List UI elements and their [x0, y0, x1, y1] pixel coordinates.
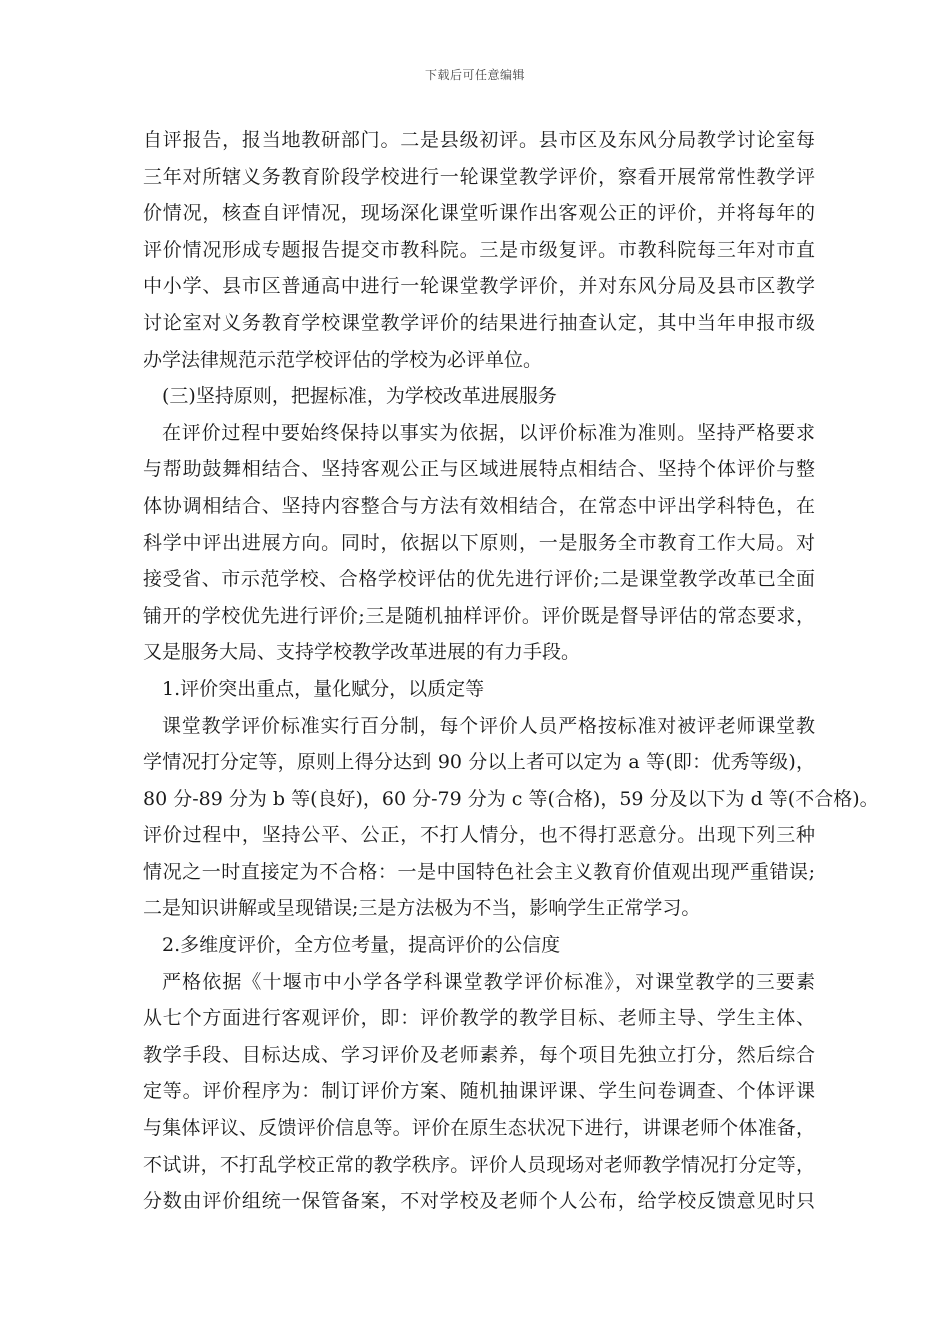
- page-header: 下载后可任意编辑: [424, 68, 525, 82]
- paragraph-line: 体协调相结合、坚持内容整合与方法有效相结合，在常态中评出学科特色，在: [143, 494, 815, 517]
- section-heading: (三)坚持原则，把握标准，为学校改革进展服务: [162, 385, 557, 408]
- paragraph-line: 与帮助鼓舞相结合、坚持客观公正与区域进展特点相结合、坚持个体评价与整: [143, 458, 815, 481]
- paragraph-line: 铺开的学校优先进行评价;三是随机抽样评价。评价既是督导评估的常态要求，: [143, 604, 815, 627]
- paragraph-line: 与集体评议、反馈评价信息等。评价在原生态状况下进行，讲课老师个体准备，: [143, 1117, 815, 1140]
- section-heading: 2.多维度评价，全方位考量，提高评价的公信度: [162, 934, 561, 957]
- paragraph-line: 从七个方面进行客观评价，即：评价教学的教学目标、老师主导、学生主体、: [143, 1007, 815, 1030]
- paragraph-line: 评价情况形成专题报告提交市教科院。三是市级复评。市教科院每三年对市直: [143, 238, 815, 261]
- paragraph-line: 接受省、市示范学校、合格学校评估的优先进行评价;二是课堂教学改革已全面: [143, 568, 815, 591]
- paragraph-line: 评价过程中，坚持公平、公正，不打人情分，也不得打恶意分。出现下列三种: [143, 824, 815, 847]
- paragraph-line: 课堂教学评价标准实行百分制，每个评价人员严格按标准对被评老师课堂教: [162, 714, 815, 737]
- paragraph-line: 科学中评出进展方向。同时，依据以下原则，一是服务全市教育工作大局。对: [143, 531, 815, 554]
- paragraph-line: 讨论室对义务教育学校课堂教学评价的结果进行抽查认定，其中当年申报市级: [143, 311, 815, 334]
- paragraph-line: 学情况打分定等，原则上得分达到 90 分以上者可以定为 a 等(即：优秀等级)，: [143, 751, 815, 774]
- paragraph-line: 自评报告，报当地教研部门。二是县级初评。县市区及东风分局教学讨论室每: [143, 129, 815, 151]
- paragraph-line: 不试讲，不打乱学校正常的教学秩序。评价人员现场对老师教学情况打分定等，: [143, 1153, 815, 1176]
- paragraph-line: 二是知识讲解或呈现错误;三是方法极为不当，影响学生正常学习。: [143, 897, 701, 920]
- paragraph-line: 办学法律规范示范学校评估的学校为必评单位。: [143, 348, 543, 371]
- section-heading: 1.评价突出重点，量化赋分，以质定等: [162, 677, 485, 700]
- paragraph-line: 在评价过程中要始终保持以事实为依据，以评价标准为准则。坚持严格要求: [162, 421, 815, 444]
- paragraph-line: 80 分-89 分为 b 等(良好)，60 分-79 分为 c 等(合格)，59 分及以下为 d 等(不合格)。: [143, 787, 879, 810]
- paragraph-line: 严格依据《十堰市中小学各学科课堂教学评价标准》，对课堂教学的三要素: [162, 970, 815, 993]
- paragraph-line: 定等。评价程序为：制订评价方案、随机抽课评课、学生问卷调查、个体评课: [143, 1080, 815, 1103]
- document-body: [143, 122, 879, 1220]
- paragraph-line: 又是服务大局、支持学校教学改革进展的有力手段。: [143, 641, 581, 664]
- paragraph-line: 中小学、县市区普通高中进行一轮课堂教学评价，并对东风分局及县市区教学: [143, 275, 815, 298]
- paragraph-line: 情况之一时直接定为不合格：一是中国特色社会主义教育价值观出现严重错误;: [143, 860, 815, 883]
- paragraph-line: 分数由评价组统一保管备案，不对学校及老师个人公布，给学校反馈意见时只: [143, 1190, 815, 1213]
- paragraph-line: 三年对所辖义务教育阶段学校进行一轮课堂教学评价，察看开展常常性教学评: [143, 165, 815, 188]
- paragraph-line: 教学手段、目标达成、学习评价及老师素养，每个项目先独立打分，然后综合: [143, 1043, 815, 1066]
- paragraph-line: 价情况，核查自评情况，现场深化课堂听课作出客观公正的评价，并将每年的: [143, 202, 815, 225]
